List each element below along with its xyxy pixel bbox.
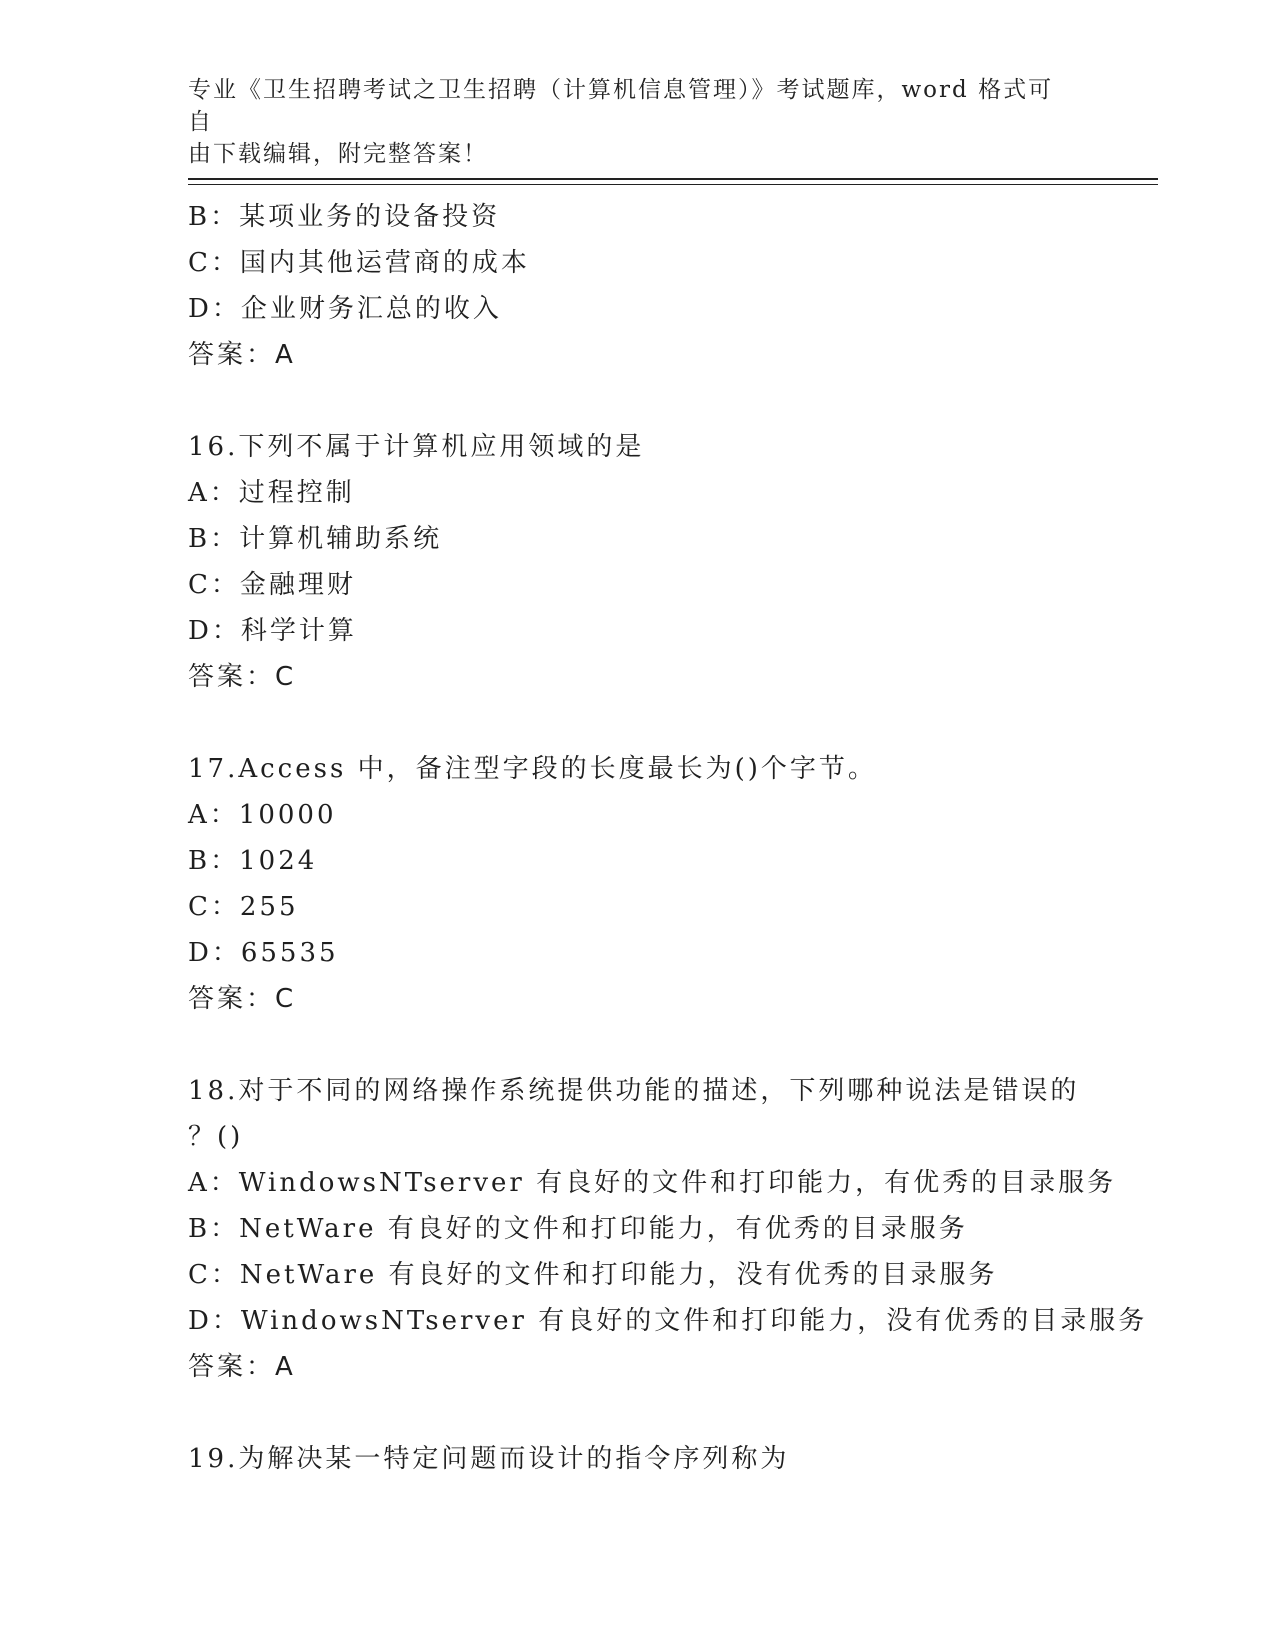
- answer: 答案：A: [188, 340, 296, 370]
- option-d: D：WindowsNTserver 有良好的文件和打印能力，没有优秀的目录服务: [188, 1306, 1148, 1336]
- option-d: D：企业财务汇总的收入: [188, 294, 502, 324]
- question-15-continued: [188, 194, 1088, 378]
- option-c: C：NetWare 有良好的文件和打印能力，没有优秀的目录服务: [188, 1260, 998, 1290]
- option-a: A：过程控制: [188, 478, 355, 508]
- answer: 答案：C: [188, 984, 297, 1014]
- option-c: C：金融理财: [188, 570, 356, 600]
- option-c: C：255: [188, 892, 299, 922]
- option-c: C：国内其他运营商的成本: [188, 248, 530, 278]
- question-stem-line-2: ？(): [188, 1122, 244, 1152]
- question-18: [188, 1068, 1148, 1390]
- question-stem: 19.为解决某一特定问题而设计的指令序列称为: [188, 1444, 790, 1474]
- option-b: B：计算机辅助系统: [188, 524, 443, 554]
- answer: 答案：A: [188, 1352, 296, 1382]
- header-rule-thin: [188, 184, 1158, 185]
- page-header: [188, 74, 1068, 170]
- option-b: B：1024: [188, 846, 318, 876]
- question-list: [188, 194, 1148, 1482]
- option-b: B：NetWare 有良好的文件和打印能力，有优秀的目录服务: [188, 1214, 968, 1244]
- header-line-2: 由下载编辑，附完整答案！: [188, 141, 488, 167]
- question-19: [188, 1436, 1088, 1482]
- answer: 答案：C: [188, 662, 297, 692]
- header-rule-thick: [188, 178, 1158, 180]
- option-d: D：65535: [188, 938, 339, 968]
- option-d: D：科学计算: [188, 616, 357, 646]
- question-16: [188, 424, 1088, 700]
- header-line-1: 专业《卫生招聘考试之卫生招聘（计算机信息管理）》考试题库，word 格式可自: [188, 77, 1054, 135]
- option-a: A：10000: [188, 800, 337, 830]
- option-a: A：WindowsNTserver 有良好的文件和打印能力，有优秀的目录服务: [188, 1168, 1117, 1198]
- option-b: B：某项业务的设备投资: [188, 202, 501, 232]
- question-stem: 16.下列不属于计算机应用领域的是: [188, 432, 645, 462]
- question-stem: 17.Access 中，备注型字段的长度最长为()个字节。: [188, 754, 877, 784]
- question-17: [188, 746, 1088, 1022]
- question-stem-line-1: 18.对于不同的网络操作系统提供功能的描述，下列哪种说法是错误的: [188, 1076, 1080, 1106]
